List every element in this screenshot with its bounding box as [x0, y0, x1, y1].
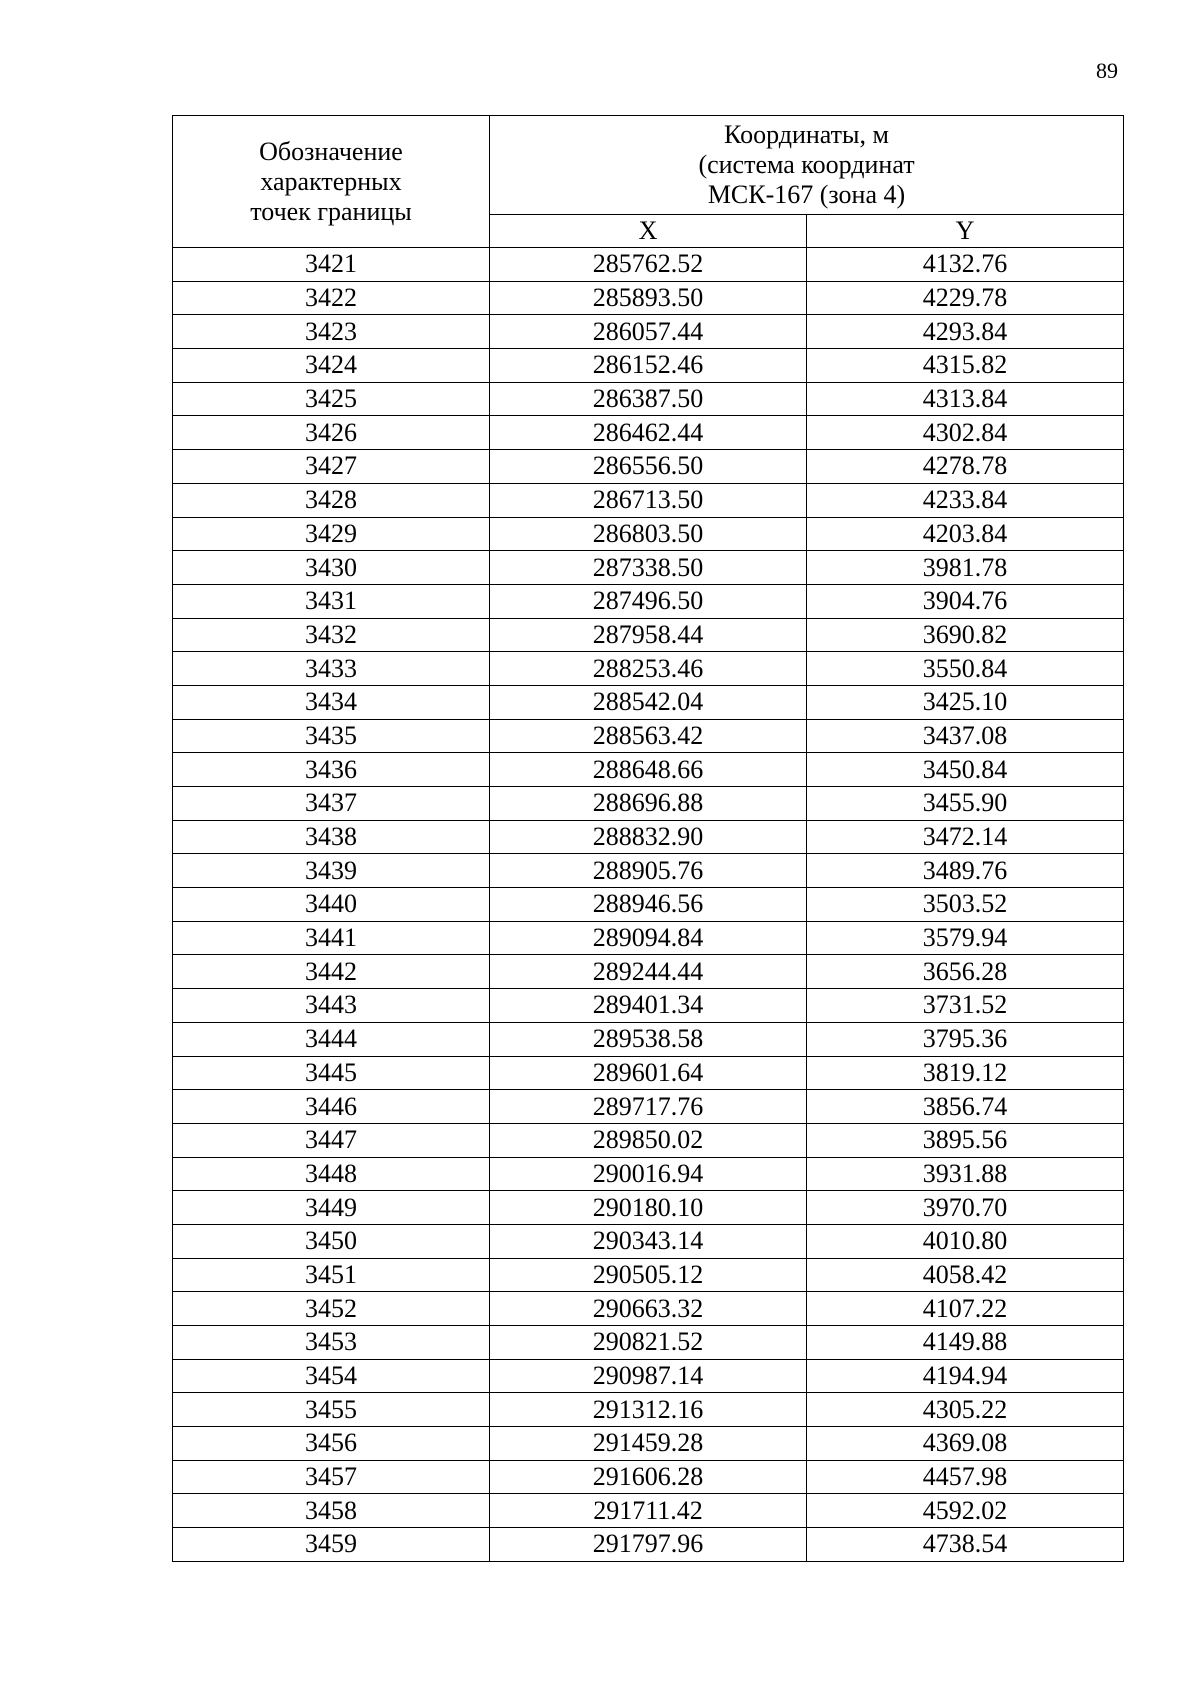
- point-id-cell: 3440: [173, 888, 490, 922]
- point-id-cell: 3428: [173, 483, 490, 517]
- y-coordinate-cell: 3450.84: [807, 753, 1124, 787]
- table-row: [173, 1393, 1124, 1427]
- point-id-cell: 3434: [173, 685, 490, 719]
- y-coordinate-cell: 4132.76: [807, 248, 1124, 282]
- table-row: [173, 921, 1124, 955]
- x-coordinate-cell: 286803.50: [490, 517, 807, 551]
- point-id-cell: 3439: [173, 854, 490, 888]
- table-row: [173, 450, 1124, 484]
- header-point-line: характерных: [260, 166, 402, 196]
- y-coordinate-cell: 4457.98: [807, 1460, 1124, 1494]
- x-coordinate-cell: 288542.04: [490, 685, 807, 719]
- table-row: [173, 1123, 1124, 1157]
- table-row: [173, 483, 1124, 517]
- x-coordinate-cell: 286387.50: [490, 382, 807, 416]
- x-coordinate-cell: 289601.64: [490, 1056, 807, 1090]
- point-id-cell: 3441: [173, 921, 490, 955]
- y-coordinate-cell: 4313.84: [807, 382, 1124, 416]
- header-point-line: Обозначение: [259, 136, 403, 166]
- point-id-cell: 3426: [173, 416, 490, 450]
- table-row: [173, 248, 1124, 282]
- header-point-line: точек границы: [250, 196, 412, 226]
- point-id-cell: 3442: [173, 955, 490, 989]
- table-row: [173, 955, 1124, 989]
- point-id-cell: 3423: [173, 315, 490, 349]
- y-coordinate-cell: 3981.78: [807, 551, 1124, 585]
- point-id-cell: 3448: [173, 1157, 490, 1191]
- point-id-cell: 3425: [173, 382, 490, 416]
- x-coordinate-cell: 286713.50: [490, 483, 807, 517]
- x-coordinate-cell: 290505.12: [490, 1258, 807, 1292]
- point-id-cell: 3456: [173, 1427, 490, 1461]
- point-id-cell: 3436: [173, 753, 490, 787]
- point-id-cell: 3424: [173, 349, 490, 383]
- y-coordinate-cell: 4058.42: [807, 1258, 1124, 1292]
- table-row: [173, 1258, 1124, 1292]
- y-coordinate-cell: 3904.76: [807, 584, 1124, 618]
- y-coordinate-cell: 4738.54: [807, 1528, 1124, 1562]
- point-id-cell: 3430: [173, 551, 490, 585]
- y-coordinate-cell: 4194.94: [807, 1359, 1124, 1393]
- table-row: [173, 719, 1124, 753]
- table-row: [173, 820, 1124, 854]
- x-coordinate-cell: 290343.14: [490, 1224, 807, 1258]
- y-coordinate-cell: 3550.84: [807, 652, 1124, 686]
- table-row: [173, 517, 1124, 551]
- table-row: [173, 1326, 1124, 1360]
- y-coordinate-cell: 4315.82: [807, 349, 1124, 383]
- y-coordinate-cell: 3489.76: [807, 854, 1124, 888]
- point-id-cell: 3445: [173, 1056, 490, 1090]
- table-row: [173, 551, 1124, 585]
- y-coordinate-cell: 3437.08: [807, 719, 1124, 753]
- table-row: [173, 1292, 1124, 1326]
- point-id-cell: 3435: [173, 719, 490, 753]
- table-row: [173, 584, 1124, 618]
- table-row: [173, 382, 1124, 416]
- x-coordinate-cell: 289401.34: [490, 989, 807, 1023]
- point-id-cell: 3432: [173, 618, 490, 652]
- y-coordinate-cell: 4305.22: [807, 1393, 1124, 1427]
- point-id-cell: 3438: [173, 820, 490, 854]
- table-row: [173, 1157, 1124, 1191]
- table-row: [173, 1090, 1124, 1124]
- table-row: [173, 685, 1124, 719]
- point-id-cell: 3458: [173, 1494, 490, 1528]
- table-row: [173, 652, 1124, 686]
- y-coordinate-cell: 3856.74: [807, 1090, 1124, 1124]
- y-coordinate-cell: 3425.10: [807, 685, 1124, 719]
- x-coordinate-cell: 289717.76: [490, 1090, 807, 1124]
- point-id-cell: 3451: [173, 1258, 490, 1292]
- point-id-cell: 3453: [173, 1326, 490, 1360]
- x-coordinate-cell: 290016.94: [490, 1157, 807, 1191]
- y-coordinate-cell: 4010.80: [807, 1224, 1124, 1258]
- point-id-cell: 3446: [173, 1090, 490, 1124]
- table-row: [173, 753, 1124, 787]
- table-row: [173, 787, 1124, 821]
- table-row: [173, 854, 1124, 888]
- point-id-cell: 3427: [173, 450, 490, 484]
- point-id-cell: 3429: [173, 517, 490, 551]
- point-id-cell: 3421: [173, 248, 490, 282]
- header-coordinates: [490, 116, 1124, 215]
- y-coordinate-cell: 4203.84: [807, 517, 1124, 551]
- point-id-cell: 3455: [173, 1393, 490, 1427]
- point-id-cell: 3447: [173, 1123, 490, 1157]
- table-row: [173, 349, 1124, 383]
- table-row: [173, 1224, 1124, 1258]
- header-coordinates-line: Координаты, м: [724, 120, 889, 149]
- x-coordinate-cell: 291312.16: [490, 1393, 807, 1427]
- table-body: [173, 248, 1124, 1562]
- x-coordinate-cell: 290821.52: [490, 1326, 807, 1360]
- point-id-cell: 3457: [173, 1460, 490, 1494]
- table-row: [173, 1494, 1124, 1528]
- table-row: [173, 1022, 1124, 1056]
- header-point-designation: [173, 116, 490, 248]
- point-id-cell: 3437: [173, 787, 490, 821]
- point-id-cell: 3433: [173, 652, 490, 686]
- x-coordinate-cell: 288253.46: [490, 652, 807, 686]
- y-coordinate-cell: 3795.36: [807, 1022, 1124, 1056]
- table-row: [173, 1528, 1124, 1562]
- x-coordinate-cell: 288946.56: [490, 888, 807, 922]
- x-coordinate-cell: 287496.50: [490, 584, 807, 618]
- y-coordinate-cell: 3895.56: [807, 1123, 1124, 1157]
- header-y: Y: [807, 215, 1124, 248]
- table-row: [173, 281, 1124, 315]
- x-coordinate-cell: 291797.96: [490, 1528, 807, 1562]
- table-row: [173, 888, 1124, 922]
- x-coordinate-cell: 288563.42: [490, 719, 807, 753]
- table-row: [173, 1359, 1124, 1393]
- y-coordinate-cell: 3455.90: [807, 787, 1124, 821]
- point-id-cell: 3459: [173, 1528, 490, 1562]
- y-coordinate-cell: 4229.78: [807, 281, 1124, 315]
- x-coordinate-cell: 289850.02: [490, 1123, 807, 1157]
- x-coordinate-cell: 285893.50: [490, 281, 807, 315]
- y-coordinate-cell: 4592.02: [807, 1494, 1124, 1528]
- table-row: [173, 1191, 1124, 1225]
- table-row: [173, 618, 1124, 652]
- y-coordinate-cell: 4107.22: [807, 1292, 1124, 1326]
- x-coordinate-cell: 289538.58: [490, 1022, 807, 1056]
- table-row: [173, 989, 1124, 1023]
- x-coordinate-cell: 287338.50: [490, 551, 807, 585]
- x-coordinate-cell: 288696.88: [490, 787, 807, 821]
- x-coordinate-cell: 286556.50: [490, 450, 807, 484]
- point-id-cell: 3422: [173, 281, 490, 315]
- y-coordinate-cell: 4278.78: [807, 450, 1124, 484]
- header-x: X: [490, 215, 807, 248]
- x-coordinate-cell: 286057.44: [490, 315, 807, 349]
- y-coordinate-cell: 3503.52: [807, 888, 1124, 922]
- y-coordinate-cell: 3931.88: [807, 1157, 1124, 1191]
- point-id-cell: 3443: [173, 989, 490, 1023]
- point-id-cell: 3454: [173, 1359, 490, 1393]
- x-coordinate-cell: 286152.46: [490, 349, 807, 383]
- y-coordinate-cell: 4149.88: [807, 1326, 1124, 1360]
- x-coordinate-cell: 289094.84: [490, 921, 807, 955]
- table-row: [173, 1427, 1124, 1461]
- table-row: [173, 1056, 1124, 1090]
- point-id-cell: 3452: [173, 1292, 490, 1326]
- x-coordinate-cell: 290987.14: [490, 1359, 807, 1393]
- y-coordinate-cell: 3579.94: [807, 921, 1124, 955]
- point-id-cell: 3444: [173, 1022, 490, 1056]
- x-coordinate-cell: 288648.66: [490, 753, 807, 787]
- y-coordinate-cell: 3731.52: [807, 989, 1124, 1023]
- y-coordinate-cell: 4293.84: [807, 315, 1124, 349]
- y-coordinate-cell: 4369.08: [807, 1427, 1124, 1461]
- x-coordinate-cell: 291459.28: [490, 1427, 807, 1461]
- x-coordinate-cell: 288905.76: [490, 854, 807, 888]
- y-coordinate-cell: 3656.28: [807, 955, 1124, 989]
- table-row: [173, 315, 1124, 349]
- table-row: [173, 416, 1124, 450]
- page-number: 89: [1096, 58, 1118, 83]
- x-coordinate-cell: 288832.90: [490, 820, 807, 854]
- header-coordinates-line: МСК-167 (зона 4): [707, 180, 906, 209]
- point-id-cell: 3449: [173, 1191, 490, 1225]
- y-coordinate-cell: 4302.84: [807, 416, 1124, 450]
- x-coordinate-cell: 286462.44: [490, 416, 807, 450]
- x-coordinate-cell: 291711.42: [490, 1494, 807, 1528]
- y-coordinate-cell: 3690.82: [807, 618, 1124, 652]
- y-coordinate-cell: 4233.84: [807, 483, 1124, 517]
- x-coordinate-cell: 290663.32: [490, 1292, 807, 1326]
- x-coordinate-cell: 291606.28: [490, 1460, 807, 1494]
- x-coordinate-cell: 290180.10: [490, 1191, 807, 1225]
- header-coordinates-line: (система координат: [698, 150, 915, 179]
- table-row: [173, 1460, 1124, 1494]
- x-coordinate-cell: 285762.52: [490, 248, 807, 282]
- x-coordinate-cell: 289244.44: [490, 955, 807, 989]
- point-id-cell: 3450: [173, 1224, 490, 1258]
- coordinates-table: [172, 115, 1124, 1562]
- y-coordinate-cell: 3970.70: [807, 1191, 1124, 1225]
- point-id-cell: 3431: [173, 584, 490, 618]
- x-coordinate-cell: 287958.44: [490, 618, 807, 652]
- table-header: [173, 116, 1124, 248]
- y-coordinate-cell: 3472.14: [807, 820, 1124, 854]
- y-coordinate-cell: 3819.12: [807, 1056, 1124, 1090]
